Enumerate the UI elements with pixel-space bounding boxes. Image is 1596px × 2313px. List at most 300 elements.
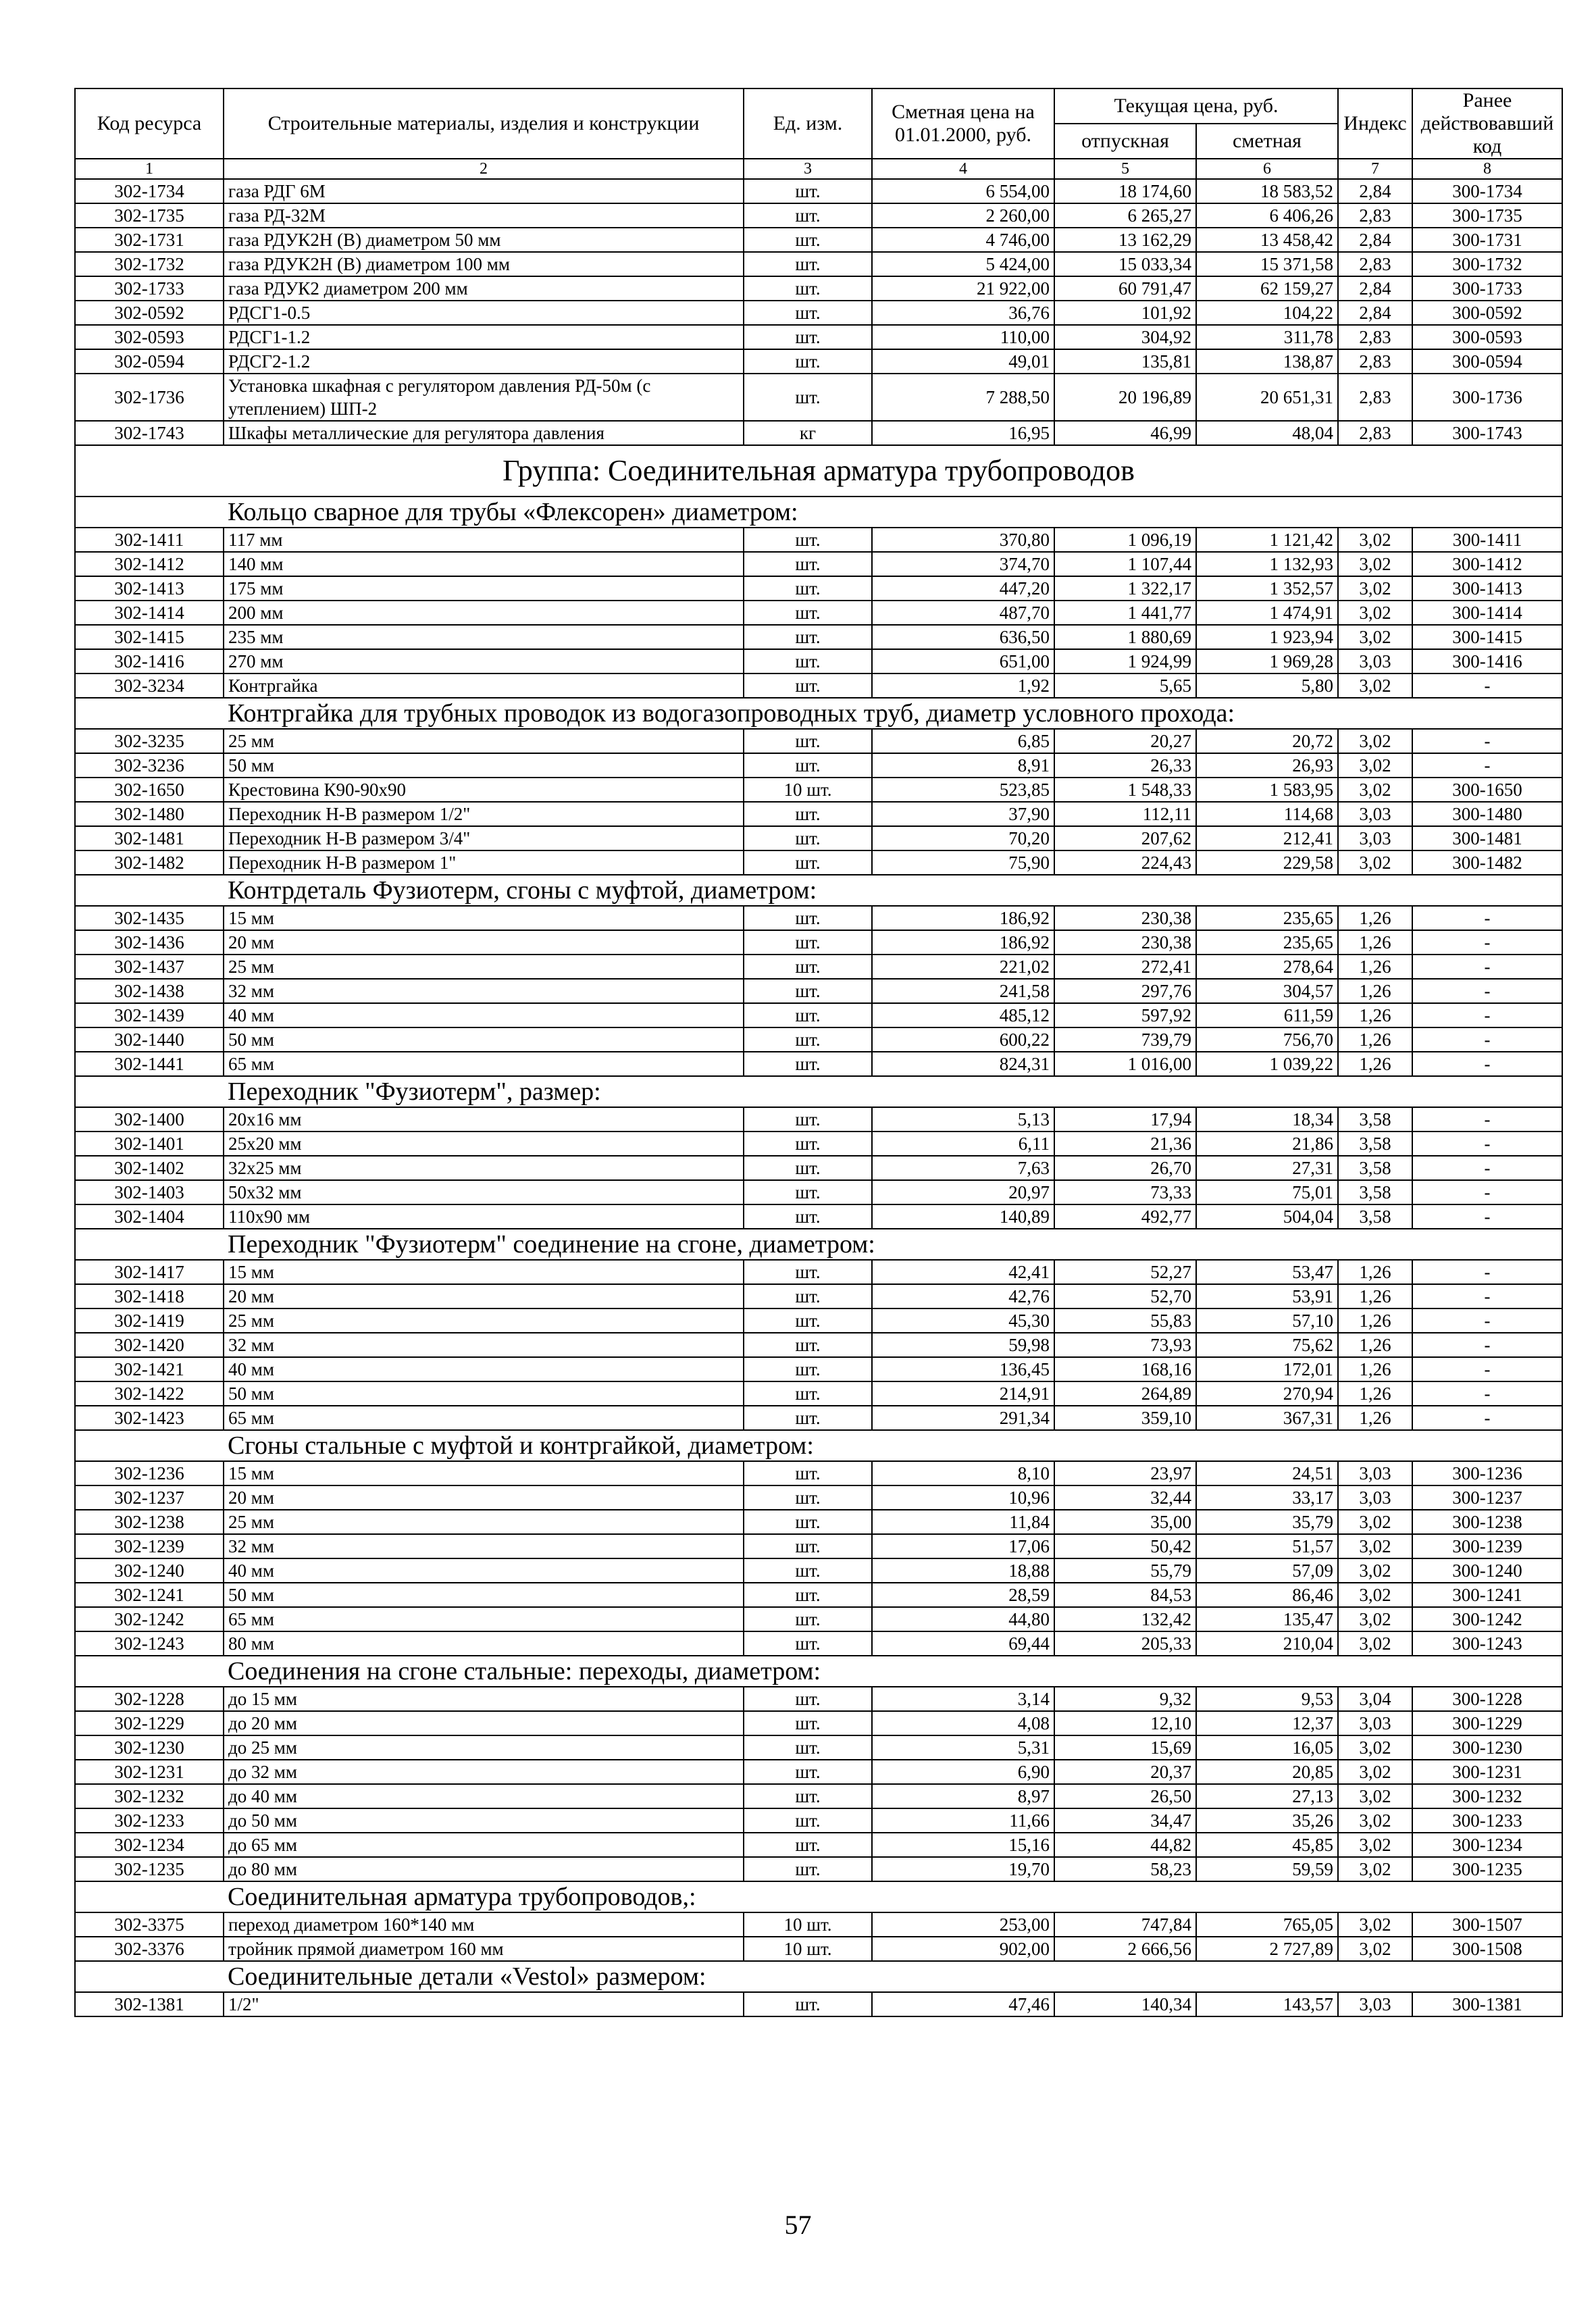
cell-name: до 50 мм xyxy=(224,1808,744,1833)
cell-estimate: 18,88 xyxy=(872,1558,1054,1583)
cell-index: 3,02 xyxy=(1338,625,1412,649)
cell-current: 6 406,26 xyxy=(1196,203,1338,228)
cell-code: 302-0593 xyxy=(75,325,224,349)
cell-name: 1/2" xyxy=(224,1992,744,2016)
cell-estimate: 49,01 xyxy=(872,349,1054,374)
cell-estimate: 5,31 xyxy=(872,1735,1054,1760)
cell-code: 302-1732 xyxy=(75,252,224,276)
table-row xyxy=(75,850,1562,875)
cell-name: 32 мм xyxy=(224,979,744,1003)
cell-prev-code: - xyxy=(1412,1027,1562,1052)
cell-code: 302-3234 xyxy=(75,673,224,698)
cell-unit: шт. xyxy=(744,1784,872,1808)
cell-current: 51,57 xyxy=(1196,1534,1338,1558)
cell-current: 57,09 xyxy=(1196,1558,1338,1583)
cell-prev-code: 300-1231 xyxy=(1412,1760,1562,1784)
table-row xyxy=(75,1510,1562,1534)
table-row xyxy=(75,1204,1562,1229)
cell-current: 33,17 xyxy=(1196,1485,1338,1510)
cell-code: 302-1237 xyxy=(75,1485,224,1510)
cell-name: 25 мм xyxy=(224,729,744,753)
cell-code: 302-3376 xyxy=(75,1937,224,1961)
cell-unit: шт. xyxy=(744,1107,872,1132)
cell-estimate: 6 554,00 xyxy=(872,179,1054,203)
cell-code: 302-1743 xyxy=(75,421,224,445)
cell-index: 3,03 xyxy=(1338,1485,1412,1510)
cell-prev-code: - xyxy=(1412,906,1562,930)
subgroup-heading: Переходник "Фузиотерм" соединение на сгоне, диаметром: xyxy=(75,1229,1562,1260)
cell-release: 55,83 xyxy=(1054,1308,1196,1333)
cell-prev-code: - xyxy=(1412,979,1562,1003)
cell-release: 297,76 xyxy=(1054,979,1196,1003)
cell-name: 50х32 мм xyxy=(224,1180,744,1204)
cell-name: 25 мм xyxy=(224,955,744,979)
cell-unit: шт. xyxy=(744,276,872,301)
cell-code: 302-1241 xyxy=(75,1583,224,1607)
table-row xyxy=(75,252,1562,276)
cell-code: 302-1417 xyxy=(75,1260,224,1284)
cell-name: Переходник Н-В размером 1" xyxy=(224,850,744,875)
cell-name: до 20 мм xyxy=(224,1711,744,1735)
cell-estimate: 241,58 xyxy=(872,979,1054,1003)
cell-index: 3,02 xyxy=(1338,552,1412,576)
cell-release: 73,33 xyxy=(1054,1180,1196,1204)
table-row xyxy=(75,1284,1562,1308)
cell-index: 2,83 xyxy=(1338,252,1412,276)
cell-current: 86,46 xyxy=(1196,1583,1338,1607)
col-num: 8 xyxy=(1412,159,1562,179)
cell-current: 75,01 xyxy=(1196,1180,1338,1204)
cell-index: 1,26 xyxy=(1338,955,1412,979)
cell-prev-code: - xyxy=(1412,1406,1562,1430)
cell-unit: шт. xyxy=(744,1510,872,1534)
cell-name: 25х20 мм xyxy=(224,1132,744,1156)
cell-release: 1 096,19 xyxy=(1054,528,1196,552)
cell-name: газа РДГ 6М xyxy=(224,179,744,203)
cell-estimate: 11,84 xyxy=(872,1510,1054,1534)
cell-current: 210,04 xyxy=(1196,1631,1338,1656)
subgroup-heading-row xyxy=(75,875,1562,906)
cell-current: 2 727,89 xyxy=(1196,1937,1338,1961)
table-row xyxy=(75,1333,1562,1357)
cell-release: 359,10 xyxy=(1054,1406,1196,1430)
cell-release: 15 033,34 xyxy=(1054,252,1196,276)
subgroup-heading: Соединительные детали «Vestol» размером: xyxy=(75,1961,1562,1992)
cell-release: 6 265,27 xyxy=(1054,203,1196,228)
table-row xyxy=(75,673,1562,698)
cell-unit: шт. xyxy=(744,906,872,930)
cell-name: 50 мм xyxy=(224,1027,744,1052)
subgroup-heading: Контрдеталь Фузиотерм, сгоны с муфтой, диаметром: xyxy=(75,875,1562,906)
cell-release: 44,82 xyxy=(1054,1833,1196,1857)
cell-code: 302-1411 xyxy=(75,528,224,552)
cell-unit: шт. xyxy=(744,1333,872,1357)
cell-current: 26,93 xyxy=(1196,753,1338,778)
cell-code: 302-1438 xyxy=(75,979,224,1003)
cell-estimate: 17,06 xyxy=(872,1534,1054,1558)
col-num: 5 xyxy=(1054,159,1196,179)
table-row xyxy=(75,1308,1562,1333)
cell-code: 302-1733 xyxy=(75,276,224,301)
cell-name: до 40 мм xyxy=(224,1784,744,1808)
cell-unit: шт. xyxy=(744,753,872,778)
cell-code: 302-1233 xyxy=(75,1808,224,1833)
cell-code: 302-1232 xyxy=(75,1784,224,1808)
table-row xyxy=(75,778,1562,802)
cell-unit: шт. xyxy=(744,552,872,576)
cell-current: 504,04 xyxy=(1196,1204,1338,1229)
cell-index: 1,26 xyxy=(1338,1260,1412,1284)
cell-unit: шт. xyxy=(744,1583,872,1607)
cell-release: 15,69 xyxy=(1054,1735,1196,1760)
cell-prev-code: - xyxy=(1412,1381,1562,1406)
cell-name: 50 мм xyxy=(224,1381,744,1406)
cell-prev-code: - xyxy=(1412,729,1562,753)
cell-prev-code: 300-1736 xyxy=(1412,374,1562,421)
cell-name: 32х25 мм xyxy=(224,1156,744,1180)
cell-release: 18 174,60 xyxy=(1054,179,1196,203)
cell-index: 3,03 xyxy=(1338,1461,1412,1485)
cell-unit: шт. xyxy=(744,203,872,228)
table-body xyxy=(75,179,1562,2016)
table-row xyxy=(75,955,1562,979)
cell-prev-code: - xyxy=(1412,1204,1562,1229)
cell-estimate: 824,31 xyxy=(872,1052,1054,1076)
cell-unit: шт. xyxy=(744,1284,872,1308)
cell-name: газа РДУК2Н (В) диаметром 50 мм xyxy=(224,228,744,252)
cell-estimate: 651,00 xyxy=(872,649,1054,673)
cell-current: 59,59 xyxy=(1196,1857,1338,1881)
cell-release: 1 107,44 xyxy=(1054,552,1196,576)
cell-estimate: 370,80 xyxy=(872,528,1054,552)
cell-name: до 15 мм xyxy=(224,1687,744,1711)
cell-estimate: 110,00 xyxy=(872,325,1054,349)
subgroup-heading: Кольцо сварное для трубы «Флексорен» диаметром: xyxy=(75,497,1562,528)
table-row xyxy=(75,1132,1562,1156)
cell-code: 302-1413 xyxy=(75,576,224,601)
cell-name: газа РДУК2 диаметром 200 мм xyxy=(224,276,744,301)
cell-name: 40 мм xyxy=(224,1357,744,1381)
cell-prev-code: 300-1239 xyxy=(1412,1534,1562,1558)
cell-index: 3,02 xyxy=(1338,528,1412,552)
cell-name: 65 мм xyxy=(224,1406,744,1430)
cell-unit: шт. xyxy=(744,1857,872,1881)
cell-index: 3,02 xyxy=(1338,1510,1412,1534)
table-row xyxy=(75,1381,1562,1406)
cell-name: 80 мм xyxy=(224,1631,744,1656)
header-materials: Строительные материалы, изделия и конструкции xyxy=(224,88,744,159)
cell-index: 2,83 xyxy=(1338,374,1412,421)
cell-unit: шт. xyxy=(744,1631,872,1656)
cell-name: до 32 мм xyxy=(224,1760,744,1784)
cell-estimate: 5 424,00 xyxy=(872,252,1054,276)
cell-code: 302-1242 xyxy=(75,1607,224,1631)
cell-prev-code: - xyxy=(1412,955,1562,979)
cell-prev-code: 300-1238 xyxy=(1412,1510,1562,1534)
cell-current: 24,51 xyxy=(1196,1461,1338,1485)
cell-name: Переходник Н-В размером 1/2" xyxy=(224,802,744,826)
table-row xyxy=(75,528,1562,552)
cell-unit: 10 шт. xyxy=(744,1912,872,1937)
cell-index: 3,02 xyxy=(1338,778,1412,802)
cell-unit: шт. xyxy=(744,1156,872,1180)
subgroup-heading-row xyxy=(75,497,1562,528)
cell-release: 23,97 xyxy=(1054,1461,1196,1485)
cell-unit: шт. xyxy=(744,1027,872,1052)
table-row xyxy=(75,1784,1562,1808)
table-row xyxy=(75,421,1562,445)
subgroup-heading: Контргайка для трубных проводок из водогазопроводных труб, диаметр условного прохода: xyxy=(75,698,1562,729)
cell-index: 3,02 xyxy=(1338,1558,1412,1583)
cell-prev-code: 300-1235 xyxy=(1412,1857,1562,1881)
cell-release: 52,27 xyxy=(1054,1260,1196,1284)
table-row xyxy=(75,1760,1562,1784)
header-release: отпускная xyxy=(1054,124,1196,159)
cell-current: 1 352,57 xyxy=(1196,576,1338,601)
cell-index: 1,26 xyxy=(1338,1027,1412,1052)
cell-prev-code: 300-1232 xyxy=(1412,1784,1562,1808)
page-number: 57 xyxy=(784,2210,812,2240)
table-row xyxy=(75,228,1562,252)
cell-prev-code: 300-1743 xyxy=(1412,421,1562,445)
cell-prev-code: 300-1731 xyxy=(1412,228,1562,252)
cell-name: РДСГ1-0.5 xyxy=(224,301,744,325)
cell-unit: шт. xyxy=(744,1485,872,1510)
table-row xyxy=(75,1808,1562,1833)
table-row xyxy=(75,1857,1562,1881)
table-row xyxy=(75,374,1562,421)
cell-index: 1,26 xyxy=(1338,1284,1412,1308)
table-row xyxy=(75,1027,1562,1052)
table-row xyxy=(75,1607,1562,1631)
cell-prev-code: 300-1241 xyxy=(1412,1583,1562,1607)
cell-prev-code: 300-0592 xyxy=(1412,301,1562,325)
cell-index: 3,02 xyxy=(1338,1631,1412,1656)
cell-release: 12,10 xyxy=(1054,1711,1196,1735)
table-row xyxy=(75,930,1562,955)
cell-prev-code: 300-1482 xyxy=(1412,850,1562,875)
table-row xyxy=(75,203,1562,228)
cell-release: 5,65 xyxy=(1054,673,1196,698)
table-row xyxy=(75,1534,1562,1558)
col-num: 6 xyxy=(1196,159,1338,179)
cell-estimate: 42,76 xyxy=(872,1284,1054,1308)
cell-estimate: 136,45 xyxy=(872,1357,1054,1381)
cell-index: 3,02 xyxy=(1338,729,1412,753)
cell-prev-code: - xyxy=(1412,673,1562,698)
cell-prev-code: 300-1508 xyxy=(1412,1937,1562,1961)
cell-code: 302-1480 xyxy=(75,802,224,826)
cell-code: 302-1230 xyxy=(75,1735,224,1760)
cell-estimate: 69,44 xyxy=(872,1631,1054,1656)
cell-code: 302-1731 xyxy=(75,228,224,252)
cell-release: 26,33 xyxy=(1054,753,1196,778)
cell-current: 1 583,95 xyxy=(1196,778,1338,802)
cell-code: 302-1402 xyxy=(75,1156,224,1180)
table-row xyxy=(75,802,1562,826)
cell-unit: шт. xyxy=(744,850,872,875)
cell-current: 5,80 xyxy=(1196,673,1338,698)
cell-current: 367,31 xyxy=(1196,1406,1338,1430)
table-row xyxy=(75,179,1562,203)
header-row xyxy=(75,88,1562,124)
cell-estimate: 20,97 xyxy=(872,1180,1054,1204)
cell-release: 26,70 xyxy=(1054,1156,1196,1180)
cell-name: 15 мм xyxy=(224,1461,744,1485)
cell-prev-code: 300-1732 xyxy=(1412,252,1562,276)
cell-name: РДСГ2-1.2 xyxy=(224,349,744,374)
cell-prev-code: 300-1733 xyxy=(1412,276,1562,301)
cell-current: 235,65 xyxy=(1196,930,1338,955)
cell-unit: шт. xyxy=(744,179,872,203)
cell-estimate: 3,14 xyxy=(872,1687,1054,1711)
table-row xyxy=(75,753,1562,778)
table-row xyxy=(75,1687,1562,1711)
cell-prev-code: - xyxy=(1412,1156,1562,1180)
cell-estimate: 253,00 xyxy=(872,1912,1054,1937)
cell-index: 1,26 xyxy=(1338,1333,1412,1357)
cell-prev-code: - xyxy=(1412,1357,1562,1381)
cell-name: 117 мм xyxy=(224,528,744,552)
cell-release: 35,00 xyxy=(1054,1510,1196,1534)
cell-index: 2,84 xyxy=(1338,276,1412,301)
col-num: 7 xyxy=(1338,159,1412,179)
cell-prev-code: 300-1416 xyxy=(1412,649,1562,673)
cell-prev-code: 300-1734 xyxy=(1412,179,1562,203)
cell-prev-code: - xyxy=(1412,1180,1562,1204)
cell-unit: шт. xyxy=(744,1760,872,1784)
cell-name: 65 мм xyxy=(224,1607,744,1631)
cell-release: 1 322,17 xyxy=(1054,576,1196,601)
cell-code: 302-1231 xyxy=(75,1760,224,1784)
cell-name: 20 мм xyxy=(224,1485,744,1510)
cell-prev-code: 300-1242 xyxy=(1412,1607,1562,1631)
cell-prev-code: 300-1237 xyxy=(1412,1485,1562,1510)
cell-estimate: 8,10 xyxy=(872,1461,1054,1485)
table-row xyxy=(75,576,1562,601)
cell-code: 302-1234 xyxy=(75,1833,224,1857)
cell-current: 18 583,52 xyxy=(1196,179,1338,203)
cell-unit: шт. xyxy=(744,1461,872,1485)
cell-current: 1 923,94 xyxy=(1196,625,1338,649)
cell-current: 1 969,28 xyxy=(1196,649,1338,673)
cell-current: 20 651,31 xyxy=(1196,374,1338,421)
table-row xyxy=(75,1052,1562,1076)
cell-code: 302-1736 xyxy=(75,374,224,421)
cell-code: 302-1414 xyxy=(75,601,224,625)
table-row xyxy=(75,1631,1562,1656)
cell-prev-code: 300-1229 xyxy=(1412,1711,1562,1735)
cell-name: 40 мм xyxy=(224,1558,744,1583)
cell-estimate: 44,80 xyxy=(872,1607,1054,1631)
cell-index: 3,02 xyxy=(1338,1735,1412,1760)
cell-unit: 10 шт. xyxy=(744,1937,872,1961)
cell-index: 2,83 xyxy=(1338,203,1412,228)
cell-current: 143,57 xyxy=(1196,1992,1338,2016)
cell-code: 302-1422 xyxy=(75,1381,224,1406)
cell-index: 3,02 xyxy=(1338,576,1412,601)
header-prev: Ранее действовавший код xyxy=(1412,88,1562,159)
cell-release: 207,62 xyxy=(1054,826,1196,850)
cell-current: 611,59 xyxy=(1196,1003,1338,1027)
table-row xyxy=(75,729,1562,753)
column-number-row xyxy=(75,159,1562,179)
cell-estimate: 11,66 xyxy=(872,1808,1054,1833)
cell-estimate: 214,91 xyxy=(872,1381,1054,1406)
table-row xyxy=(75,649,1562,673)
cell-estimate: 485,12 xyxy=(872,1003,1054,1027)
cell-name: Шкафы металлические для регулятора давления xyxy=(224,421,744,445)
cell-prev-code: 300-0594 xyxy=(1412,349,1562,374)
cell-index: 3,03 xyxy=(1338,1992,1412,2016)
cell-unit: шт. xyxy=(744,979,872,1003)
cell-code: 302-1650 xyxy=(75,778,224,802)
col-num: 4 xyxy=(872,159,1054,179)
cell-release: 73,93 xyxy=(1054,1333,1196,1357)
cell-release: 112,11 xyxy=(1054,802,1196,826)
cell-code: 302-1404 xyxy=(75,1204,224,1229)
cell-estimate: 75,90 xyxy=(872,850,1054,875)
cell-code: 302-1437 xyxy=(75,955,224,979)
cell-unit: шт. xyxy=(744,1052,872,1076)
cell-estimate: 70,20 xyxy=(872,826,1054,850)
cell-name: до 65 мм xyxy=(224,1833,744,1857)
cell-current: 114,68 xyxy=(1196,802,1338,826)
cell-code: 302-1735 xyxy=(75,203,224,228)
cell-code: 302-1238 xyxy=(75,1510,224,1534)
cell-code: 302-1734 xyxy=(75,179,224,203)
cell-unit: шт. xyxy=(744,1808,872,1833)
group-heading-row xyxy=(75,445,1562,497)
cell-name: газа РДУК2Н (В) диаметром 100 мм xyxy=(224,252,744,276)
cell-current: 229,58 xyxy=(1196,850,1338,875)
cell-code: 302-0592 xyxy=(75,301,224,325)
cell-prev-code: 300-1735 xyxy=(1412,203,1562,228)
price-table xyxy=(74,88,1563,2017)
cell-estimate: 221,02 xyxy=(872,955,1054,979)
cell-prev-code: - xyxy=(1412,1052,1562,1076)
cell-release: 230,38 xyxy=(1054,906,1196,930)
cell-prev-code: 300-1507 xyxy=(1412,1912,1562,1937)
cell-release: 52,70 xyxy=(1054,1284,1196,1308)
cell-current: 1 121,42 xyxy=(1196,528,1338,552)
cell-unit: шт. xyxy=(744,528,872,552)
cell-index: 2,84 xyxy=(1338,301,1412,325)
table-row xyxy=(75,1156,1562,1180)
cell-current: 9,53 xyxy=(1196,1687,1338,1711)
cell-estimate: 902,00 xyxy=(872,1937,1054,1961)
cell-release: 20,37 xyxy=(1054,1760,1196,1784)
header-index: Индекс xyxy=(1338,88,1412,159)
cell-release: 84,53 xyxy=(1054,1583,1196,1607)
cell-index: 3,02 xyxy=(1338,1833,1412,1857)
cell-estimate: 28,59 xyxy=(872,1583,1054,1607)
cell-estimate: 6,11 xyxy=(872,1132,1054,1156)
cell-code: 302-1403 xyxy=(75,1180,224,1204)
cell-unit: шт. xyxy=(744,1260,872,1284)
cell-unit: шт. xyxy=(744,325,872,349)
table-row xyxy=(75,1583,1562,1607)
cell-current: 135,47 xyxy=(1196,1607,1338,1631)
table-row xyxy=(75,1180,1562,1204)
cell-release: 101,92 xyxy=(1054,301,1196,325)
cell-prev-code: 300-1650 xyxy=(1412,778,1562,802)
table-row xyxy=(75,625,1562,649)
subgroup-heading-row xyxy=(75,1656,1562,1687)
cell-name: 20х16 мм xyxy=(224,1107,744,1132)
cell-release: 1 880,69 xyxy=(1054,625,1196,649)
cell-name: Установка шкафная с регулятором давления РД-50м (с утеплением) ШП-2 xyxy=(224,374,744,421)
